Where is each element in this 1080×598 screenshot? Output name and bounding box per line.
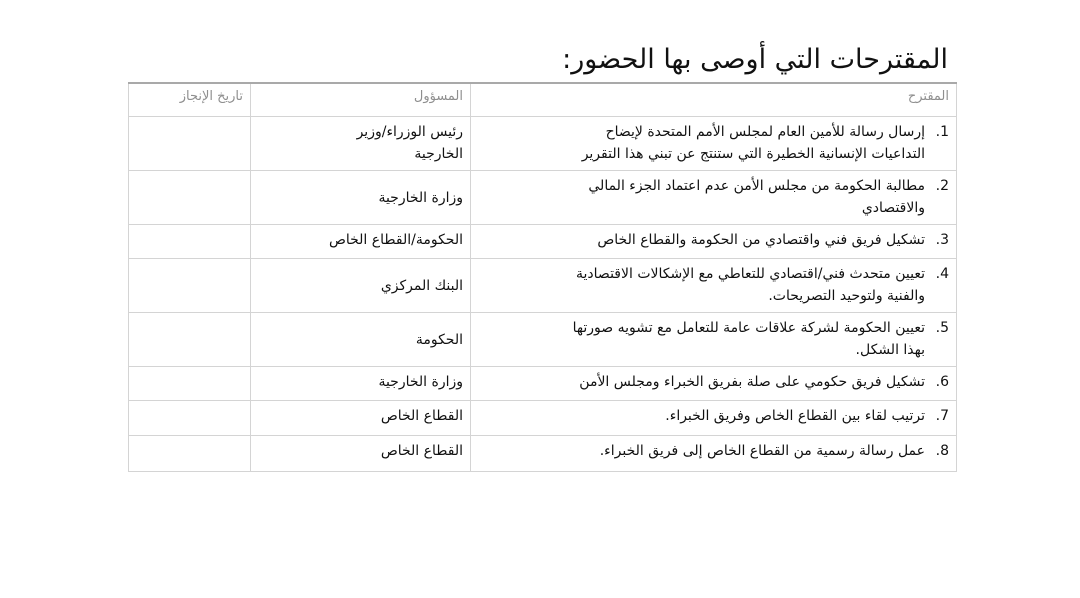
proposal-line: والاقتصادي [861, 200, 925, 216]
row-number: 3. [935, 232, 949, 248]
table-row [129, 117, 957, 171]
responsible-cell [251, 259, 471, 313]
proposal-line: تعيين متحدث فني/اقتصادي للتعاطي مع الإشكالات الاقتصادية [576, 266, 925, 282]
responsible-line: رئيس الوزراء/وزير [356, 124, 463, 140]
header-proposal: المقترح [471, 83, 957, 117]
proposal-line: إرسال رسالة للأمين العام لمجلس الأمم المتحدة لإيضاح [605, 124, 925, 140]
responsible-cell [251, 401, 471, 436]
responsible-cell [251, 313, 471, 367]
completion-date-cell [129, 171, 251, 225]
proposal-cell [471, 401, 957, 436]
responsible-cell [251, 367, 471, 401]
proposal-line: تشكيل فريق حكومي على صلة بفريق الخبراء ومجلس الأمن [579, 374, 925, 390]
responsible-line: وزارة الخارجية [378, 189, 463, 206]
row-number: 1. [935, 124, 949, 140]
proposal-cell [471, 313, 957, 367]
responsible-line: الحكومة [415, 331, 463, 348]
header-completion-date: تاريخ الإنجاز [129, 83, 251, 117]
proposal-line: مطالبة الحكومة من مجلس الأمن عدم اعتماد الجزء المالي [588, 178, 925, 194]
table-row [129, 171, 957, 225]
row-number: 4. [935, 266, 949, 282]
completion-date-cell [129, 259, 251, 313]
responsible-cell [251, 436, 471, 472]
table-row [129, 436, 957, 472]
row-number: 6. [935, 374, 949, 390]
completion-date-cell [129, 436, 251, 472]
document-title: المقترحات التي أوصى بها الحضور: [562, 44, 948, 75]
proposal-cell [471, 436, 957, 472]
proposal-line: والفنية ولتوحيد التصريحات. [768, 288, 925, 304]
proposal-cell [471, 171, 957, 225]
table-row [129, 259, 957, 313]
responsible-line: الحكومة/القطاع الخاص [328, 232, 463, 248]
row-number: 5. [935, 320, 949, 336]
header-responsible: المسؤول [251, 83, 471, 117]
proposal-cell [471, 367, 957, 401]
proposal-line: التداعيات الإنسانية الخطيرة التي ستنتج عن تبني هذا التقرير [581, 146, 925, 162]
row-number: 8. [935, 443, 949, 459]
responsible-line: القطاع الخاص [380, 443, 463, 459]
proposal-line: بهذا الشكل. [855, 342, 925, 358]
completion-date-cell [129, 117, 251, 171]
responsible-cell [251, 171, 471, 225]
table-row [129, 401, 957, 436]
table-row [129, 313, 957, 367]
proposal-cell [471, 117, 957, 171]
responsible-line: وزارة الخارجية [378, 374, 463, 390]
proposal-line: عمل رسالة رسمية من القطاع الخاص إلى فريق الخبراء. [599, 443, 925, 459]
proposal-line: ترتيب لقاء بين القطاع الخاص وفريق الخبراء. [665, 408, 925, 424]
responsible-line: القطاع الخاص [380, 408, 463, 424]
responsible-cell [251, 225, 471, 259]
completion-date-cell [129, 401, 251, 436]
completion-date-cell [129, 313, 251, 367]
row-number: 7. [935, 408, 949, 424]
document-page [128, 38, 956, 472]
completion-date-cell [129, 225, 251, 259]
table-row [129, 367, 957, 401]
proposals-table [128, 82, 957, 472]
proposal-line: تعيين الحكومة لشركة علاقات عامة للتعامل مع تشويه صورتها [572, 320, 925, 336]
table-header-row [129, 83, 957, 117]
responsible-cell [251, 117, 471, 171]
row-number: 2. [935, 178, 949, 194]
proposal-line: تشكيل فريق فني واقتصادي من الحكومة والقطاع الخاص [597, 232, 925, 248]
proposal-cell [471, 259, 957, 313]
table-row [129, 225, 957, 259]
completion-date-cell [129, 367, 251, 401]
responsible-line: البنك المركزي [380, 277, 463, 294]
responsible-line: الخارجية [414, 146, 463, 162]
proposal-cell [471, 225, 957, 259]
